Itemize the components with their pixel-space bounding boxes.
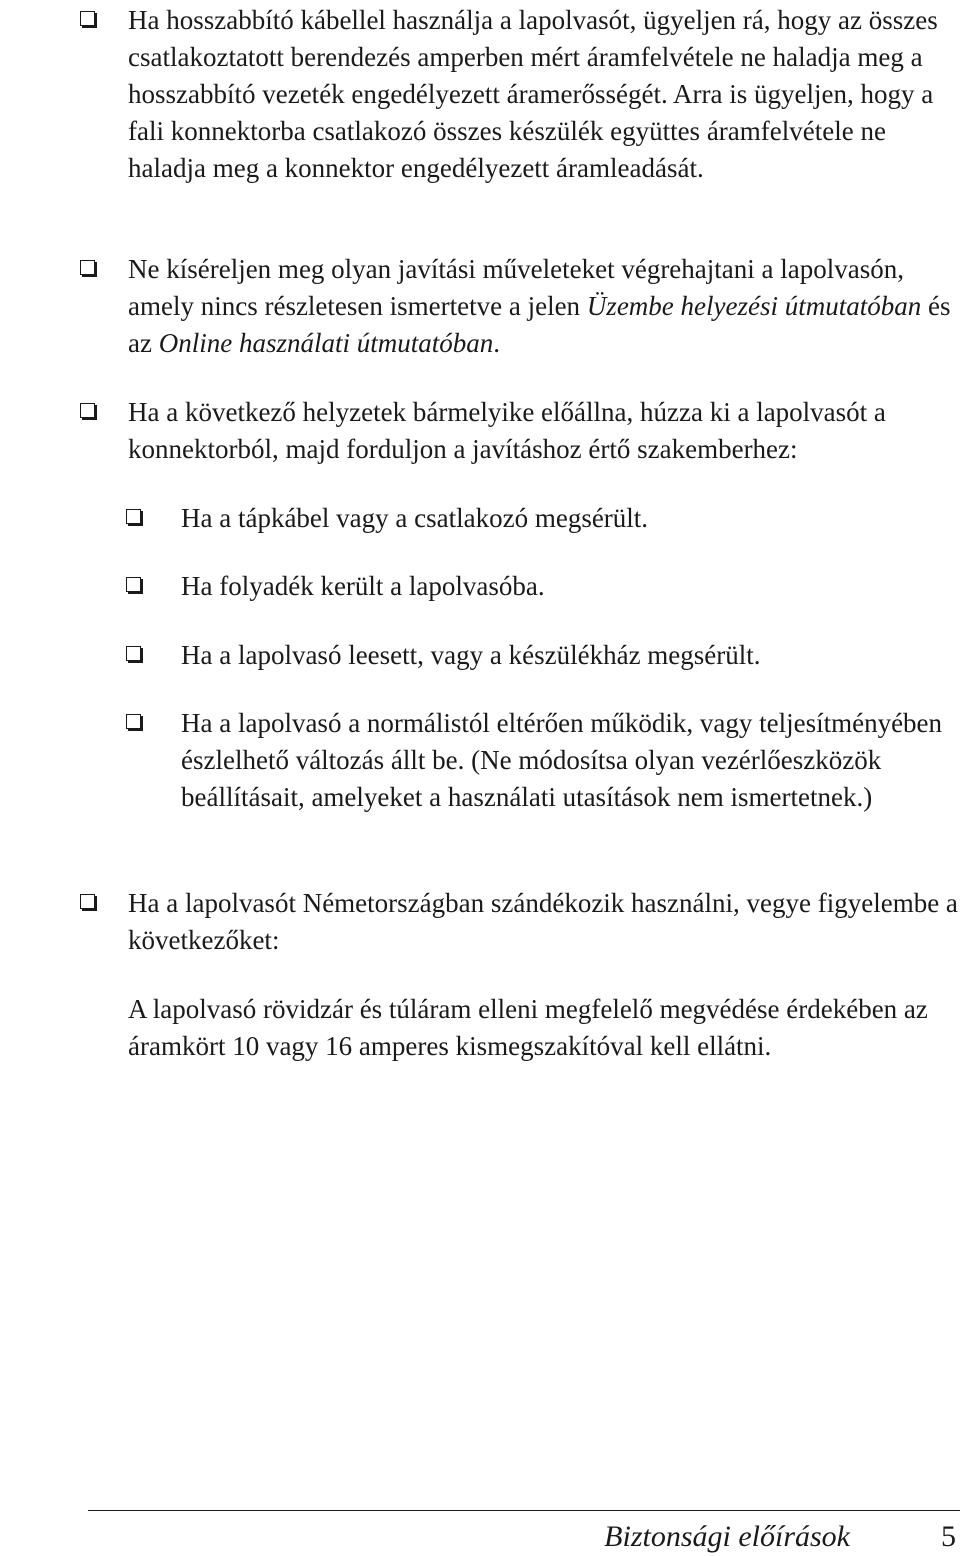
sub-list-item <box>181 637 951 674</box>
list-item-text-part: és az <box>128 291 951 358</box>
checkbox-bullet-icon <box>80 894 95 909</box>
germany-note-paragraph: A lapolvasó rövidzár és túláram elleni megfelelő megvédése érdekében az áramkört 10 vagy 16 amperes kismegszakítóval kell ellátni. <box>128 994 928 1061</box>
guide-title-online: Online használati útmutatóban <box>158 328 494 358</box>
footer-page-number: 5 <box>941 1520 956 1553</box>
list-item <box>128 885 958 959</box>
checkbox-bullet-icon <box>80 11 95 26</box>
checkbox-bullet-icon <box>80 260 95 275</box>
list-item-text <box>128 251 958 362</box>
checkbox-bullet-icon <box>126 577 141 592</box>
list-item-text-part: . <box>493 328 500 358</box>
sub-list-item-text: Ha a tápkábel vagy a csatlakozó megsérült. <box>181 503 649 533</box>
list-item-text: Ha a következő helyzetek bármelyike előállna, húzza ki a lapolvasót a konnektorból, majd forduljon a javításhoz értő szakemberhez: <box>128 397 886 464</box>
checkbox-bullet-icon <box>126 714 141 729</box>
footer-divider <box>88 1510 960 1511</box>
checkbox-bullet-icon <box>126 509 141 524</box>
list-item-text: Ha hosszabbító kábellel használja a lapolvasót, ügyeljen rá, hogy az összes csatlakoztatott berendezés amperben mért áramfelvétele ne haladja meg a hosszabbító vezeték engedélyezett áramerősségét. Arra is ügyeljen, hogy a fali konnektorba csatlakozó összes készülék együttes áramfelvétele ne haladja meg a konnektor engedélyezett áramleadását. <box>128 5 938 183</box>
sub-list-item <box>181 705 951 816</box>
list-item-text-part: Ne kíséreljen meg olyan javítási műveleteket végrehajtani a lapolvasón, amely nincs részletesen ismertetve a jelen <box>128 254 904 321</box>
footer-section-title: Biztonsági előírások <box>604 1520 850 1553</box>
sub-list-item-text: Ha a lapolvasó a normálistól eltérően működik, vagy teljesítményében észlelhető változás állt be. (Ne módosítsa olyan vezérlőeszközök beállításait, amelyeket a használati utasítások nem ismertetnek.) <box>181 708 943 812</box>
checkbox-bullet-icon <box>80 403 95 418</box>
list-item <box>128 394 958 468</box>
list-item-text: Ha a lapolvasót Németországban szándékozik használni, vegye figyelembe a következőket: <box>128 888 958 955</box>
sub-list-item <box>181 500 951 537</box>
sub-list-item-text: Ha a lapolvasó leesett, vagy a készülékház megsérült. <box>181 640 761 670</box>
sub-list-item <box>181 568 951 605</box>
list-item <box>128 2 958 187</box>
guide-title-setup: Üzembe helyezési útmutatóban <box>586 291 922 321</box>
checkbox-bullet-icon <box>126 646 141 661</box>
sub-list-item-text: Ha folyadék került a lapolvasóba. <box>181 571 545 601</box>
list-item <box>128 251 958 362</box>
